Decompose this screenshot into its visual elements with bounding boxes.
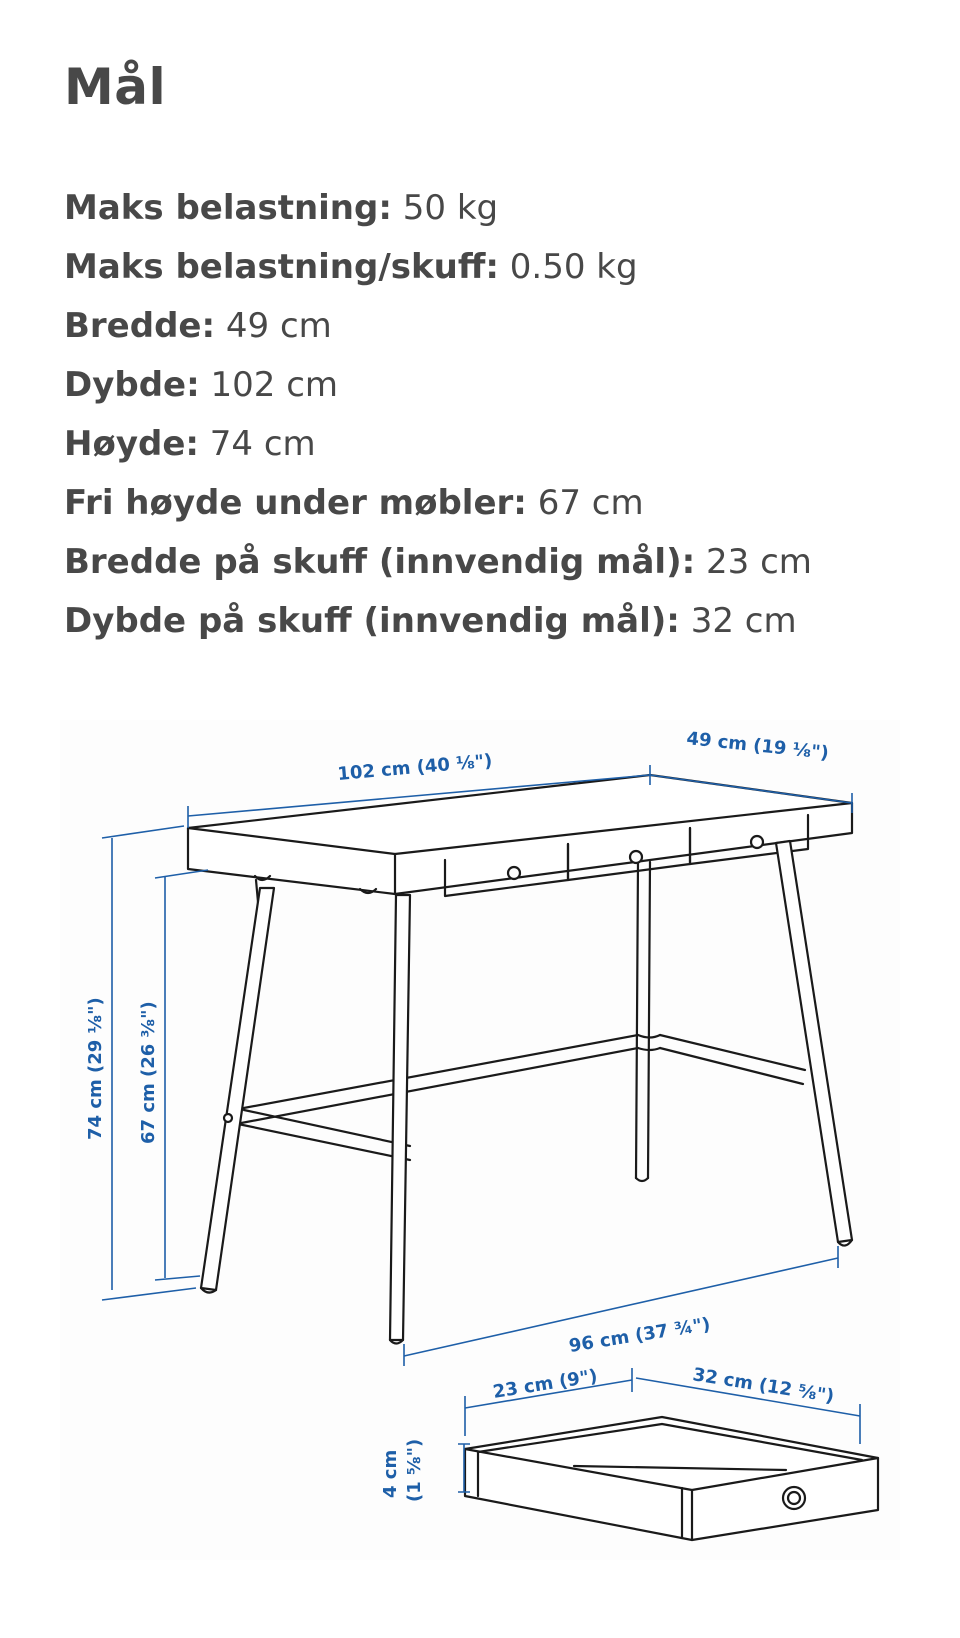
spec-value: 50 kg <box>402 188 499 228</box>
spec-value: 23 cm <box>706 542 812 582</box>
dim-clearance-label: 67 cm (26 ⅜") <box>138 1001 159 1144</box>
dim-leg-span-label: 96 cm (37 ¾") <box>567 1313 712 1357</box>
spec-label: Dybde: <box>64 365 200 405</box>
desk-drawing <box>188 775 852 1344</box>
spec-value: 32 cm <box>690 601 797 641</box>
drawer-drawing <box>465 1417 878 1540</box>
dim-drawer-height-cm-label: 4 cm <box>380 1449 401 1498</box>
spec-clearance <box>64 481 812 540</box>
spec-max-load-drawer <box>64 245 812 304</box>
spec-drawer-depth <box>64 599 812 658</box>
spec-label: Dybde på skuff (innvendig mål): <box>64 601 680 641</box>
dim-height-label: 74 cm (29 ⅛") <box>85 997 106 1140</box>
desk-front-legs <box>201 841 852 1344</box>
dim-drawer-depth-label: 32 cm (12 ⅝") <box>691 1364 836 1408</box>
dim-drawer-height-in-label: (1 ⅝") <box>404 1438 425 1502</box>
spec-value: 0.50 kg <box>509 247 638 287</box>
drawer-knob-3 <box>751 836 763 848</box>
spec-label: Fri høyde under møbler: <box>64 483 527 523</box>
spec-list <box>64 186 812 658</box>
spec-height <box>64 422 812 481</box>
spec-label: Maks belastning/skuff: <box>64 247 499 287</box>
spec-label: Bredde på skuff (innvendig mål): <box>64 542 696 582</box>
spec-label: Høyde: <box>64 424 199 464</box>
spec-value: 102 cm <box>210 365 339 405</box>
spec-width <box>64 304 812 363</box>
spec-value: 74 cm <box>209 424 316 464</box>
drawer-knob-1 <box>508 867 520 879</box>
drawer-knob-2 <box>630 851 642 863</box>
spec-value: 67 cm <box>537 483 644 523</box>
spec-depth <box>64 363 812 422</box>
dimension-diagram <box>60 720 900 1560</box>
spec-max-load <box>64 186 812 245</box>
desk-back-legs <box>256 862 650 1181</box>
drawer-knob <box>783 1487 805 1509</box>
spec-label: Maks belastning: <box>64 188 392 228</box>
page-title: Mål <box>64 58 167 116</box>
spec-value: 49 cm <box>225 306 332 346</box>
desk-stretchers <box>233 1035 805 1160</box>
dim-width-label: 49 cm (19 ⅛") <box>685 728 830 764</box>
spec-drawer-width <box>64 540 812 599</box>
dim-length-label: 102 cm (40 ⅛") <box>336 750 494 785</box>
spec-label: Bredde: <box>64 306 216 346</box>
dim-drawer-width-label: 23 cm (9") <box>491 1365 599 1403</box>
